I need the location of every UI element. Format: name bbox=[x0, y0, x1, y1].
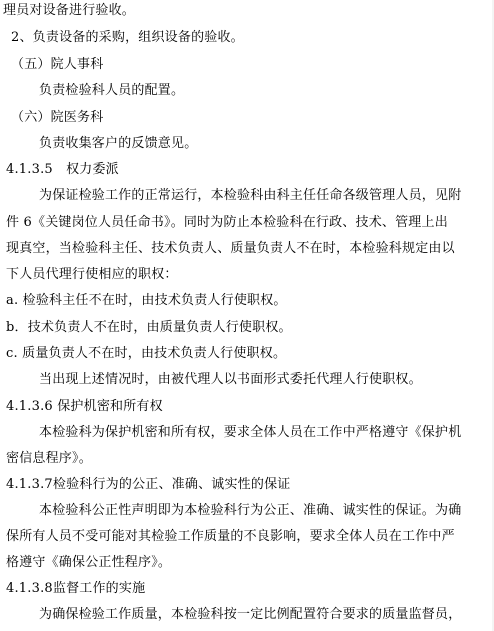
section-heading: （五）院人事科 bbox=[11, 57, 104, 72]
paragraph-line: 负责检验科人员的配置。 bbox=[39, 83, 185, 98]
list-item: c. 质量负责人不在时，由技术负责人行使职权。 bbox=[6, 346, 287, 361]
paragraph-line: 为确保检验工作质量，本检验科按一定比例配置符合要求的质量监督员， bbox=[39, 607, 462, 622]
paragraph-line: 为保证检验工作的正常运行，本检验科由科主任任命各级管理人员，见附 bbox=[39, 188, 462, 203]
paragraph-line: 下人员代理行使相应的职权： bbox=[6, 267, 178, 282]
list-item: a. 检验科主任不在时，由技术负责人行使职权。 bbox=[6, 293, 287, 308]
paragraph-line: 当出现上述情况时，由被代理人以书面形式委托代理人行使职权。 bbox=[39, 372, 422, 387]
section-heading: 4.1.3.8监督工作的实施 bbox=[6, 581, 146, 596]
section-heading: 4.1.3.6 保护机密和所有权 bbox=[6, 399, 163, 414]
paragraph-line: 保所有人员不受可能对其检验工作质量的不良影响，要求全体人员在工作中严 bbox=[6, 529, 455, 544]
paragraph-line: 本检验科为保护机密和所有权，要求全体人员在工作中严格遵守《保护机 bbox=[39, 425, 462, 440]
paragraph-line: 格遵守《确保公正性程序》。 bbox=[6, 555, 172, 570]
paragraph-line: 负责收集客户的反馈意见。 bbox=[39, 136, 198, 151]
paragraph-line: 件 6《关键岗位人员任命书》。同时为防止本检验科在行政、技术、管理上出 bbox=[6, 215, 448, 230]
paragraph-line: 本检验科公正性声明即为本检验科行为公正、准确、诚实性的保证。为确 bbox=[39, 503, 462, 518]
section-heading: 4.1.3.7检验科行为的公正、准确、诚实性的保证 bbox=[6, 477, 291, 492]
paragraph-line: 现真空，当检验科主任、技术负责人、质量负责人不在时，本检验科规定由以 bbox=[6, 241, 455, 256]
list-item: 2、负责设备的采购，组织设备的验收。 bbox=[11, 30, 244, 45]
list-item: b．技术负责人不在时，由质量负责人行使职权。 bbox=[6, 320, 292, 335]
section-heading: （六）院医务科 bbox=[11, 110, 104, 125]
paragraph-line: 密信息程序》。 bbox=[6, 451, 92, 466]
section-heading: 4.1.3.5 权力委派 bbox=[6, 162, 119, 177]
text-line: 理员对设备进行验收。 bbox=[3, 3, 136, 18]
